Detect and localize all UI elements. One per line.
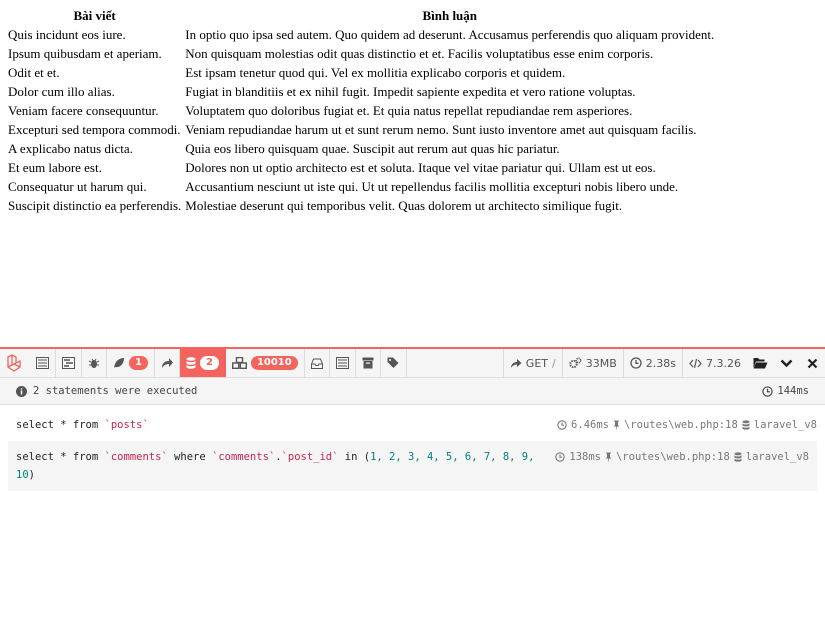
sql-close-paren: ) — [28, 469, 35, 481]
cubes-icon — [232, 357, 247, 369]
post-title: Et eum labore est. — [8, 160, 102, 175]
method-separator: / — [552, 356, 556, 370]
tab-views[interactable] — [107, 349, 155, 377]
minimize-button[interactable] — [773, 349, 799, 377]
debugbar-header — [0, 349, 825, 378]
sql-source: \routes\web.php:18 — [615, 451, 730, 463]
models-count-badge: 10010 — [251, 356, 298, 370]
post-title: Odit et et. — [8, 65, 60, 80]
post-title: Quis incidunt eos iure. — [8, 27, 126, 42]
post-title: Ipsum quibusdam et aperiam. — [8, 46, 162, 61]
post-title: A explicabo natus dicta. — [8, 141, 133, 156]
comment-text: In optio quo ipsa sed autem. Quo quidem ad deserunt. Accusamus perferendis quo aliquam provident. — [185, 27, 715, 42]
sql-connection: laravel_v8 — [745, 451, 809, 463]
table-row — [6, 177, 716, 196]
table-row — [6, 120, 716, 139]
share-arrow-icon — [510, 358, 522, 369]
clock-icon — [555, 452, 565, 462]
tab-queries[interactable] — [180, 349, 226, 377]
clock-icon — [557, 420, 567, 430]
sql-keyword-where: where — [167, 451, 212, 463]
sql-source: \routes\web.php:18 — [623, 419, 738, 431]
cogs-icon — [569, 357, 582, 369]
php-version-indicator — [682, 349, 747, 377]
tags-icon — [387, 357, 400, 369]
leaf-icon — [113, 357, 125, 369]
tab-request[interactable] — [381, 349, 407, 377]
archive-icon — [362, 357, 374, 369]
post-title: Dolor cum illo alias. — [8, 84, 115, 99]
sql-table-name: `posts` — [104, 419, 149, 431]
queries-count-badge: 2 — [200, 356, 219, 370]
table-row — [6, 25, 716, 44]
post-title: Veniam facere consequuntur. — [8, 103, 159, 118]
close-icon — [807, 358, 818, 369]
php-version: 7.3.26 — [706, 356, 741, 370]
total-time — [762, 385, 809, 397]
statements-summary: 2 statements were executed — [33, 385, 198, 397]
comment-text: Fugiat in blanditiis et ex nihil fugit. Impedit sapiente expedita et vero ratione voluptas. — [185, 84, 636, 99]
post-title: Suscipit distinctio ea perferendis. — [8, 198, 182, 213]
table-row — [6, 139, 716, 158]
comment-text: Est ipsam tenetur quod qui. Vel ex mollitia explicabo corporis et quidem. — [185, 65, 566, 80]
inbox-icon — [311, 358, 323, 369]
queries-status-bar — [0, 378, 825, 405]
tab-mails[interactable] — [305, 349, 330, 377]
views-count-badge: 1 — [129, 356, 148, 370]
sql-ids: 1, 2, 3, 4, 5, 6, 7, 8, 9, — [370, 451, 535, 463]
sql-keyword: select * from — [16, 419, 105, 431]
info-icon — [16, 386, 27, 397]
sql-dot: . — [275, 451, 282, 463]
clock-icon — [630, 357, 642, 369]
messages-icon — [36, 357, 49, 369]
sql-text — [8, 448, 555, 484]
sql-meta — [557, 416, 817, 434]
sql-duration: 138ms — [569, 451, 601, 463]
tab-models[interactable] — [226, 349, 305, 377]
post-title: Excepturi sed tempora commodi. — [8, 122, 181, 137]
comment-text: Molestiae deserunt qui temporibus velit. Quas dolorem ut architecto similique fugit. — [185, 198, 623, 213]
tab-gate[interactable] — [330, 349, 356, 377]
request-duration: 2.38s — [645, 356, 676, 370]
comment-text: Dolores non ut optio architecto est et soluta. Itaque vel vitae pariatur qui. Ullam est ut eos. — [185, 160, 656, 175]
sql-connection: laravel_v8 — [753, 419, 817, 431]
clock-icon — [762, 386, 773, 397]
table-row — [6, 101, 716, 120]
tab-session[interactable] — [356, 349, 381, 377]
sql-statement[interactable] — [0, 409, 825, 441]
debugbar-indicators — [503, 349, 825, 377]
sql-ids-continued: 10 — [16, 469, 29, 481]
sql-statement[interactable] — [8, 441, 817, 491]
time-indicator — [623, 349, 682, 377]
database-icon — [734, 452, 742, 462]
table-row — [6, 196, 716, 215]
tab-messages[interactable] — [30, 349, 56, 377]
column-header-comment: Bình luận — [422, 8, 478, 23]
database-icon — [186, 357, 196, 369]
laravel-logo-icon[interactable] — [0, 349, 30, 377]
sql-keyword-in: in ( — [338, 451, 371, 463]
table-row — [6, 63, 716, 82]
route-arrow-icon — [161, 357, 173, 369]
sql-column-table: `comments` — [212, 451, 276, 463]
sql-duration: 6.46ms — [571, 419, 609, 431]
request-method: GET — [525, 356, 548, 370]
tab-route[interactable] — [155, 349, 180, 377]
sql-text — [8, 416, 557, 434]
comment-text: Accusantium nesciunt ut iste qui. Ut ut repellendus facilis mollitia excepturi nobis libero unde. — [185, 179, 679, 194]
comment-text: Quia eos libero quisquam quae. Suscipit aut rerum aut quas hic pariatur. — [185, 141, 560, 156]
total-time-value: 144ms — [777, 385, 809, 397]
comment-text: Veniam repudiandae harum ut et sunt rerum nemo. Sunt iusto inventore amet aut quisquam facilis. — [185, 122, 697, 137]
memory-usage: 33MB — [585, 356, 617, 370]
tab-timeline[interactable] — [56, 349, 82, 377]
comment-text: Voluptatem quo doloribus fugiat et. Et quia natus repellat repudiandae rem asperiores. — [185, 103, 633, 118]
sql-keyword: select * from — [16, 451, 105, 463]
post-title: Consequatur ut harum qui. — [8, 179, 147, 194]
table-row — [6, 82, 716, 101]
sql-meta — [555, 448, 809, 466]
table-row — [6, 158, 716, 177]
open-folder-button[interactable] — [747, 349, 773, 377]
thumbtack-icon — [605, 452, 612, 463]
list-icon — [336, 357, 349, 369]
table-header-row — [6, 6, 716, 25]
chevron-down-icon — [780, 359, 793, 368]
posts-table — [6, 6, 716, 215]
sql-column-name: `post_id` — [281, 451, 339, 463]
tab-exceptions[interactable] — [82, 349, 107, 377]
thumbtack-icon — [613, 420, 620, 431]
comment-text: Non quisquam molestias odit quas distinctio et et. Facilis voluptatibus esse enim corporis. — [185, 46, 654, 61]
memory-indicator — [562, 349, 623, 377]
debugbar — [0, 347, 825, 639]
timeline-icon — [62, 357, 75, 369]
folder-open-icon — [753, 357, 768, 369]
code-icon — [689, 358, 702, 369]
column-header-post: Bài viết — [73, 8, 116, 23]
database-icon — [742, 420, 750, 430]
close-button[interactable] — [799, 349, 825, 377]
bug-icon — [88, 357, 100, 369]
sql-table-name: `comments` — [104, 451, 168, 463]
table-row — [6, 44, 716, 63]
request-method-indicator[interactable] — [503, 349, 562, 377]
